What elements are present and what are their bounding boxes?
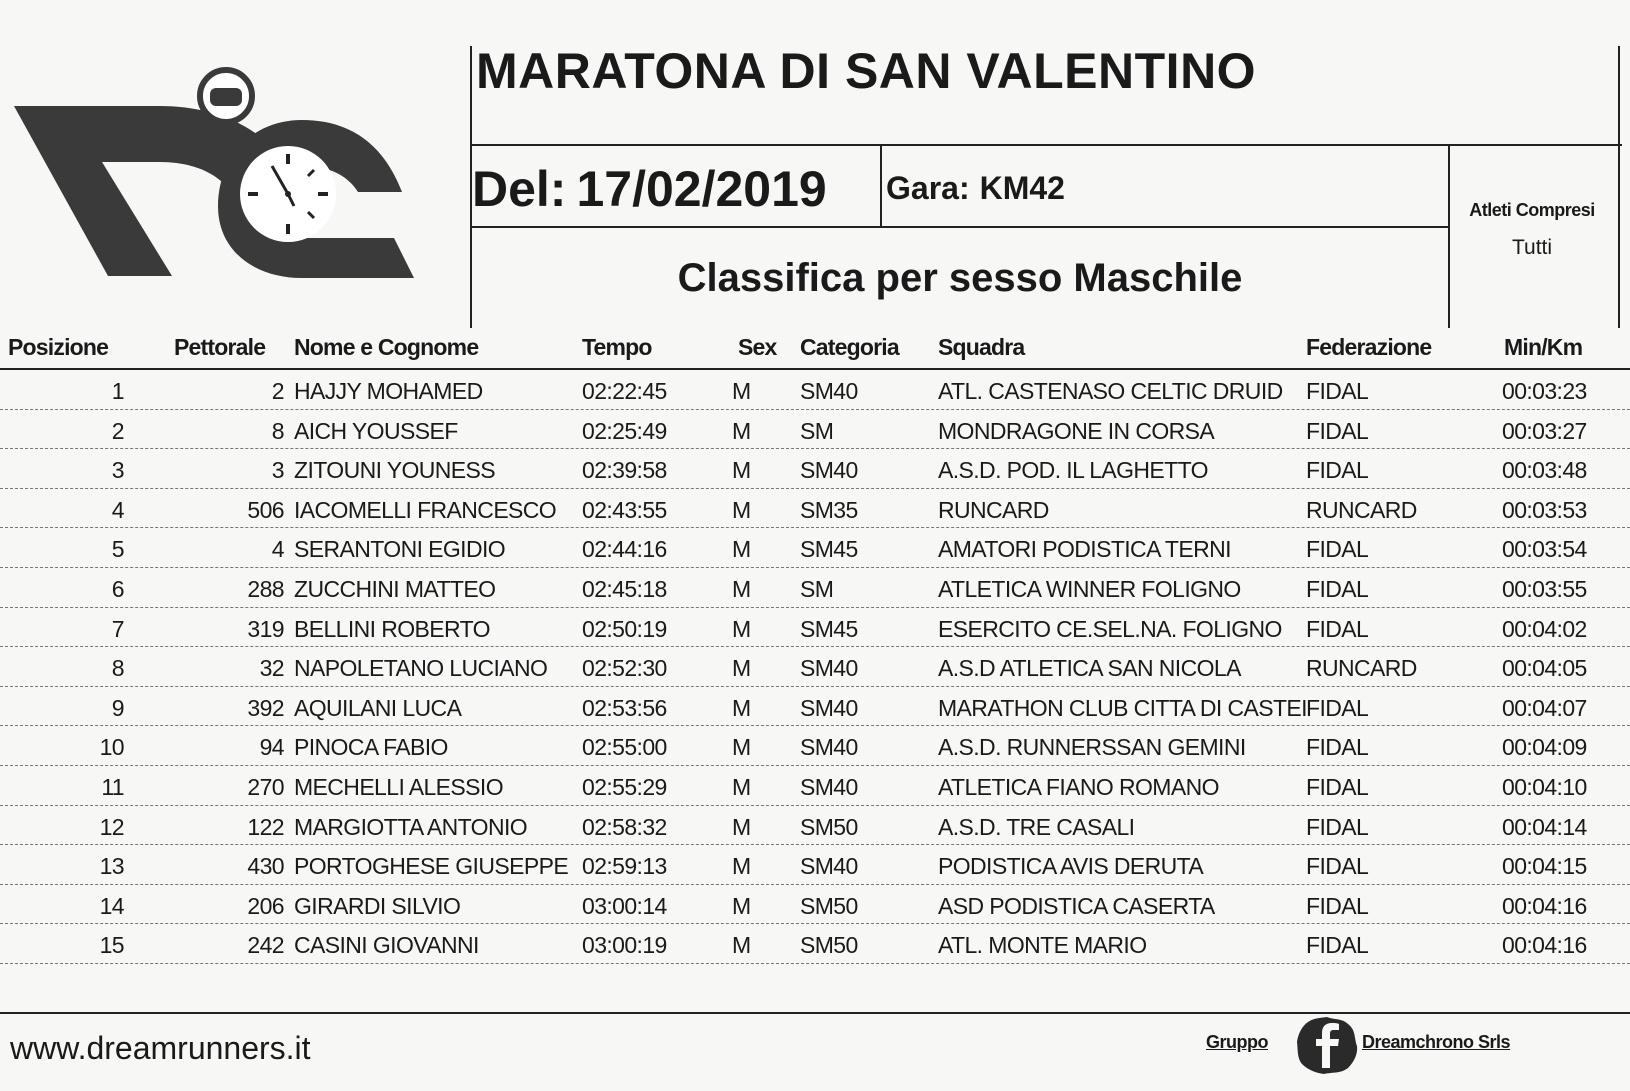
cell-posizione: 15 — [99, 932, 124, 959]
cell-nome: ZUCCHINI MATTEO — [294, 575, 496, 602]
cell-posizione: 6 — [111, 575, 124, 602]
website-link[interactable]: www.dreamrunners.it — [10, 1030, 311, 1066]
cell-federazione: FIDAL — [1306, 734, 1369, 761]
cell-tempo: 02:53:56 — [582, 694, 667, 721]
table-row — [0, 806, 1630, 846]
cell-pettorale: 8 — [271, 417, 284, 444]
cell-squadra: A.S.D ATLETICA SAN NICOLA — [938, 655, 1241, 682]
header-divider — [470, 226, 1450, 228]
cell-pettorale: 319 — [247, 615, 284, 642]
cell-pettorale: 392 — [247, 694, 284, 721]
cell-pettorale: 2 — [271, 378, 284, 404]
cell-tempo: 02:50:19 — [582, 615, 667, 642]
cell-categoria: SM45 — [800, 536, 858, 563]
cell-posizione: 5 — [111, 536, 124, 563]
cell-categoria: SM40 — [800, 378, 858, 404]
cell-categoria: SM40 — [800, 734, 858, 761]
cell-nome: CASINI GIOVANNI — [294, 932, 479, 959]
cell-posizione: 4 — [111, 496, 124, 523]
cell-minkm: 00:03:48 — [1502, 457, 1587, 484]
cell-squadra: ATL. MONTE MARIO — [938, 932, 1147, 959]
facebook-icon[interactable] — [1294, 1014, 1360, 1076]
cell-categoria: SM40 — [800, 457, 858, 484]
cell-minkm: 00:04:02 — [1502, 615, 1587, 642]
race-title: MARATONA DI SAN VALENTINO — [476, 43, 1257, 99]
cell-categoria: SM35 — [800, 496, 858, 523]
cell-sex: M — [732, 457, 751, 484]
cell-posizione: 9 — [111, 694, 124, 721]
col-minkm: Min/Km — [1504, 334, 1583, 360]
cell-federazione: FIDAL — [1306, 773, 1369, 800]
cell-squadra: MARATHON CLUB CITTA DI CASTEI — [938, 694, 1307, 721]
cell-sex: M — [732, 496, 751, 523]
header-divider — [1618, 46, 1620, 328]
cell-minkm: 00:04:14 — [1502, 813, 1587, 840]
cell-sex: M — [732, 813, 751, 840]
cell-pettorale: 270 — [247, 773, 284, 800]
race-date — [472, 160, 827, 218]
table-body — [0, 370, 1630, 964]
cell-tempo: 03:00:19 — [582, 932, 667, 959]
table-row — [0, 370, 1630, 410]
cell-nome: MARGIOTTA ANTONIO — [294, 813, 528, 840]
cell-sex: M — [732, 615, 751, 642]
cell-posizione: 1 — [111, 378, 124, 404]
cell-sex: M — [732, 694, 751, 721]
cell-federazione: FIDAL — [1306, 853, 1369, 880]
date-label: Del: — [472, 161, 567, 217]
dc-stopwatch-logo-icon — [10, 66, 416, 286]
cell-sex: M — [732, 892, 751, 919]
table-row — [0, 528, 1630, 568]
cell-minkm: 00:04:09 — [1502, 734, 1587, 761]
atleti-label: Atleti Compresi — [1469, 200, 1595, 220]
cell-categoria: SM45 — [800, 615, 858, 642]
cell-minkm: 00:04:15 — [1502, 853, 1587, 880]
cell-tempo: 02:58:32 — [582, 813, 667, 840]
cell-minkm: 00:04:05 — [1502, 655, 1587, 682]
cell-pettorale: 94 — [259, 734, 284, 761]
cell-nome: AICH YOUSSEF — [294, 417, 458, 444]
cell-categoria: SM40 — [800, 694, 858, 721]
cell-posizione: 10 — [99, 734, 124, 761]
cell-squadra: A.S.D. RUNNERSSAN GEMINI — [938, 734, 1246, 761]
col-pettorale: Pettorale — [174, 334, 266, 360]
cell-pettorale: 242 — [247, 932, 284, 959]
cell-pettorale: 32 — [259, 655, 284, 682]
cell-sex: M — [732, 734, 751, 761]
col-categoria: Categoria — [800, 334, 899, 360]
cell-pettorale: 506 — [247, 496, 284, 523]
cell-sex: M — [732, 773, 751, 800]
atleti-value: Tutti — [1511, 236, 1553, 259]
table-row — [0, 608, 1630, 648]
table-row — [0, 449, 1630, 489]
cell-sex: M — [732, 575, 751, 602]
cell-sex: M — [732, 655, 751, 682]
cell-minkm: 00:04:16 — [1502, 932, 1587, 959]
cell-nome: AQUILANI LUCA — [294, 694, 462, 721]
cell-categoria: SM50 — [800, 892, 858, 919]
cell-sex: M — [732, 932, 751, 959]
col-posizione: Posizione — [8, 334, 109, 360]
cell-squadra: ATL. CASTENASO CELTIC DRUID — [938, 378, 1283, 404]
cell-nome: NAPOLETANO LUCIANO — [294, 655, 548, 682]
cell-squadra: RUNCARD — [938, 496, 1049, 523]
cell-categoria: SM — [800, 417, 834, 444]
cell-minkm: 00:03:23 — [1502, 378, 1587, 404]
cell-minkm: 00:03:55 — [1502, 575, 1587, 602]
cell-categoria: SM40 — [800, 773, 858, 800]
cell-federazione: FIDAL — [1306, 575, 1369, 602]
cell-squadra: MONDRAGONE IN CORSA — [938, 417, 1215, 444]
cell-nome: IACOMELLI FRANCESCO — [294, 496, 557, 523]
table-row — [0, 568, 1630, 608]
cell-federazione: FIDAL — [1306, 813, 1369, 840]
cell-minkm: 00:04:10 — [1502, 773, 1587, 800]
table-row — [0, 489, 1630, 529]
table-row — [0, 410, 1630, 450]
cell-federazione: FIDAL — [1306, 615, 1369, 642]
cell-sex: M — [732, 378, 751, 404]
cell-nome: GIRARDI SILVIO — [294, 892, 461, 919]
cell-tempo: 02:55:29 — [582, 773, 667, 800]
cell-tempo: 02:43:55 — [582, 496, 667, 523]
cell-squadra: AMATORI PODISTICA TERNI — [938, 536, 1231, 563]
cell-nome: BELLINI ROBERTO — [294, 615, 490, 642]
date-value: 17/02/2019 — [576, 161, 827, 217]
col-tempo: Tempo — [582, 334, 652, 360]
cell-pettorale: 3 — [271, 457, 284, 484]
cell-pettorale: 4 — [271, 536, 284, 563]
gruppo-link[interactable]: Gruppo — [1206, 1032, 1268, 1052]
cell-federazione: FIDAL — [1306, 536, 1369, 563]
cell-minkm: 00:04:16 — [1502, 892, 1587, 919]
cell-tempo: 02:39:58 — [582, 457, 667, 484]
cell-posizione: 7 — [111, 615, 124, 642]
cell-federazione: FIDAL — [1306, 694, 1369, 721]
cell-squadra: PODISTICA AVIS DERUTA — [938, 853, 1204, 880]
cell-nome: MECHELLI ALESSIO — [294, 773, 503, 800]
cell-minkm: 00:04:07 — [1502, 694, 1587, 721]
cell-squadra: A.S.D. TRE CASALI — [938, 813, 1135, 840]
cell-categoria: SM50 — [800, 932, 858, 959]
cell-federazione: FIDAL — [1306, 378, 1369, 404]
cell-sex: M — [732, 417, 751, 444]
table-row — [0, 885, 1630, 925]
table-row — [0, 726, 1630, 766]
dreamchrono-link[interactable]: Dreamchrono Srls — [1362, 1032, 1511, 1052]
cell-posizione: 12 — [99, 813, 124, 840]
cell-posizione: 13 — [99, 853, 124, 880]
cell-squadra: ESERCITO CE.SEL.NA. FOLIGNO — [938, 615, 1282, 642]
cell-federazione: FIDAL — [1306, 892, 1369, 919]
cell-sex: M — [732, 853, 751, 880]
table-header — [0, 328, 1630, 370]
cell-tempo: 02:59:13 — [582, 853, 667, 880]
race-distance — [886, 170, 1065, 207]
table-row — [0, 766, 1630, 806]
cell-tempo: 02:22:45 — [582, 378, 667, 404]
cell-pettorale: 288 — [247, 575, 284, 602]
cell-tempo: 02:44:16 — [582, 536, 667, 563]
cell-pettorale: 206 — [247, 892, 284, 919]
gara-label: Gara: — [886, 170, 970, 206]
cell-federazione: FIDAL — [1306, 457, 1369, 484]
ranking-title: Classifica per sesso Maschile — [677, 256, 1243, 300]
cell-nome: ZITOUNI YOUNESS — [294, 457, 496, 484]
cell-tempo: 02:45:18 — [582, 575, 667, 602]
cell-pettorale: 122 — [247, 813, 284, 840]
table-row — [0, 687, 1630, 727]
cell-tempo: 02:55:00 — [582, 734, 667, 761]
results-table — [0, 328, 1630, 964]
cell-federazione: FIDAL — [1306, 417, 1369, 444]
cell-categoria: SM40 — [800, 655, 858, 682]
cell-posizione: 11 — [101, 773, 124, 800]
cell-nome: SERANTONI EGIDIO — [294, 536, 506, 563]
cell-posizione: 14 — [99, 892, 124, 919]
cell-posizione: 2 — [111, 417, 124, 444]
col-squadra: Squadra — [938, 334, 1025, 360]
cell-federazione: RUNCARD — [1306, 496, 1417, 523]
cell-federazione: FIDAL — [1306, 932, 1369, 959]
cell-squadra: A.S.D. POD. IL LAGHETTO — [938, 457, 1208, 484]
table-row — [0, 924, 1630, 964]
col-nome: Nome e Cognome — [294, 334, 479, 360]
cell-federazione: RUNCARD — [1306, 655, 1417, 682]
cell-nome: HAJJY MOHAMED — [294, 378, 483, 404]
cell-squadra: ASD PODISTICA CASERTA — [938, 892, 1215, 919]
cell-minkm: 00:03:53 — [1502, 496, 1587, 523]
table-row — [0, 647, 1630, 687]
cell-nome: PORTOGHESE GIUSEPPE — [294, 853, 569, 880]
cell-categoria: SM50 — [800, 813, 858, 840]
cell-nome: PINOCA FABIO — [294, 734, 448, 761]
cell-sex: M — [732, 536, 751, 563]
cell-tempo: 02:25:49 — [582, 417, 667, 444]
cell-minkm: 00:03:27 — [1502, 417, 1587, 444]
footer-divider — [0, 1012, 1630, 1014]
col-sex: Sex — [738, 334, 777, 360]
cell-posizione: 8 — [111, 655, 124, 682]
cell-pettorale: 430 — [247, 853, 284, 880]
cell-posizione: 3 — [111, 457, 124, 484]
cell-tempo: 02:52:30 — [582, 655, 667, 682]
cell-tempo: 03:00:14 — [582, 892, 667, 919]
cell-squadra: ATLETICA FIANO ROMANO — [938, 773, 1219, 800]
header-divider — [880, 144, 882, 228]
cell-categoria: SM40 — [800, 853, 858, 880]
cell-squadra: ATLETICA WINNER FOLIGNO — [938, 575, 1241, 602]
col-federazione: Federazione — [1306, 334, 1432, 360]
gara-value: KM42 — [979, 170, 1065, 206]
cell-minkm: 00:03:54 — [1502, 536, 1587, 563]
table-row — [0, 845, 1630, 885]
cell-categoria: SM — [800, 575, 834, 602]
